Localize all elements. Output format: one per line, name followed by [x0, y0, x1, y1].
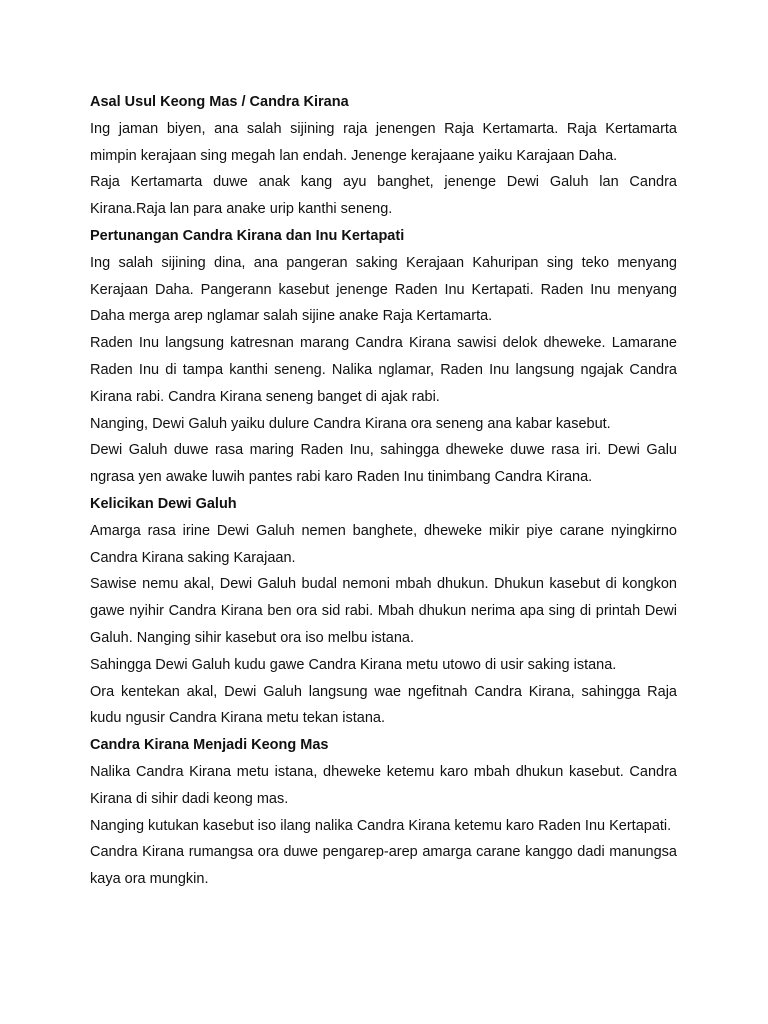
paragraph: Nanging, Dewi Galuh yaiku dulure Candra Kirana ora seneng ana kabar kasebut. [90, 415, 611, 432]
document-title: Asal Usul Keong Mas / Candra Kirana [90, 94, 349, 110]
paragraph: Sahingga Dewi Galuh kudu gawe Candra Kirana metu utowo di usir saking istana. [90, 656, 617, 673]
paragraph: Ing salah sijining dina, ana pangeran saking Kerajaan Kahuripan sing teko menyang Kerajaan Daha. Pangerann kasebut jenenge Raden Inu Kertapati. Raden Inu menyang Daha merga arep nglamar salah sijine anake Raja Kertamarta. [90, 254, 677, 325]
paragraph: Amarga rasa irine Dewi Galuh nemen banghete, dheweke mikir piye carane nyingkirno Candra Kirana saking Karajaan. [90, 522, 677, 566]
paragraph: Dewi Galuh duwe rasa maring Raden Inu, sahingga dheweke duwe rasa iri. Dewi Galu ngrasa yen awake luwih pantes rabi karo Raden Inu tinimbang Candra Kirana. [90, 442, 677, 486]
paragraph: Raden Inu langsung katresnan marang Candra Kirana sawisi delok dheweke. Lamarane Raden Inu di tampa kanthi seneng. Nalika nglamar, Raden Inu langsung ngajak Candra Kirana rabi. Candra Kirana seneng banget di ajak rabi. [90, 335, 677, 405]
paragraph: Ing jaman biyen, ana salah sijining raja jenengen Raja Kertamarta. Raja Kertamarta mimpin kerajaan sing megah lan endah. Jenenge kerajaane yaiku Karajaan Daha. [90, 120, 677, 164]
paragraph: Sawise nemu akal, Dewi Galuh budal nemoni mbah dhukun. Dhukun kasebut di kongkon gawe nyihir Candra Kirana ben ora sid rabi. Mbah dhukun nerima apa sing di printah Dewi Galuh. Nanging sihir kasebut ora iso melbu istana. [90, 576, 677, 646]
paragraph: Raja Kertamarta duwe anak kang ayu banghet, jenenge Dewi Galuh lan Candra Kirana.Raja lan para anake urip kanthi seneng. [90, 174, 677, 218]
paragraph: Candra Kirana rumangsa ora duwe pengarep-arep amarga carane kanggo dadi manungsa kaya ora mungkin. [90, 844, 677, 888]
paragraph: Ora kentekan akal, Dewi Galuh langsung wae ngefitnah Candra Kirana, sahingga Raja kudu ngusir Candra Kirana metu tekan istana. [90, 683, 677, 727]
paragraph: Nanging kutukan kasebut iso ilang nalika Candra Kirana ketemu karo Raden Inu Kertapati. [90, 817, 672, 834]
section-heading: Candra Kirana Menjadi Keong Mas [90, 737, 329, 754]
paragraph: Nalika Candra Kirana metu istana, dheweke ketemu karo mbah dhukun kasebut. Candra Kirana di sihir dadi keong mas. [90, 763, 677, 807]
section-heading: Pertunangan Candra Kirana dan Inu Kertapati [90, 227, 405, 244]
section-heading: Kelicikan Dewi Galuh [90, 495, 237, 512]
document-body [90, 89, 677, 893]
